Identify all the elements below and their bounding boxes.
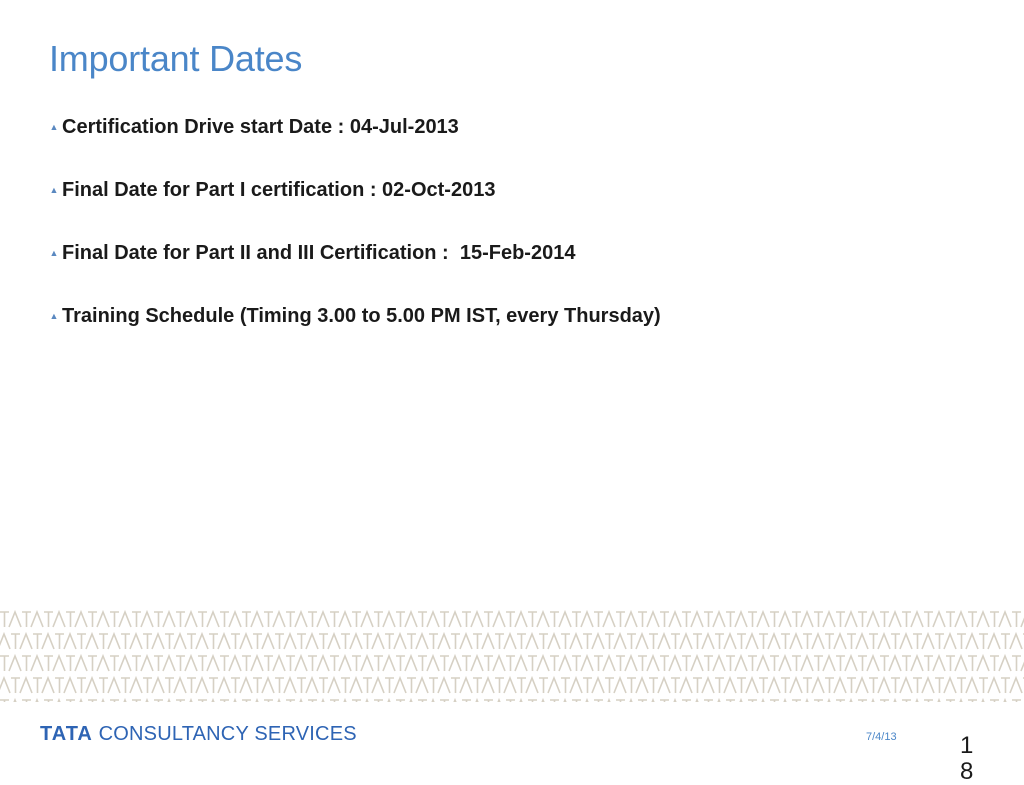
bullet-item [46, 176, 661, 204]
triangle-bullet-icon: ▲ [49, 122, 59, 132]
bullet-item [46, 239, 661, 267]
tata-pattern-band [0, 608, 1024, 702]
triangle-bullet-icon: ▲ [49, 311, 59, 321]
bullet-list [46, 113, 661, 365]
tata-pattern-graphic [0, 608, 1024, 702]
footer-date: 7/4/13 [866, 731, 897, 743]
bullet-text: Final Date for Part I certification : 02-Oct-2013 [62, 178, 496, 201]
bullet-item [46, 302, 661, 330]
bullet-text: Training Schedule (Timing 3.00 to 5.00 PM IST, every Thursday) [62, 304, 661, 327]
logo-text: CONSULTANCY SERVICES [92, 723, 357, 745]
bullet-text: Final Date for Part II and III Certification : 15-Feb-2014 [62, 241, 576, 264]
slide-title: Important Dates [49, 38, 303, 79]
bullet-text: Certification Drive start Date : 04-Jul-2013 [62, 115, 459, 138]
slide-number: 18 [960, 732, 974, 785]
bullet-item [46, 113, 661, 141]
triangle-bullet-icon: ▲ [49, 248, 59, 258]
logo-brand: TATA [40, 723, 93, 745]
company-logo [40, 723, 357, 746]
triangle-bullet-icon: ▲ [49, 185, 59, 195]
